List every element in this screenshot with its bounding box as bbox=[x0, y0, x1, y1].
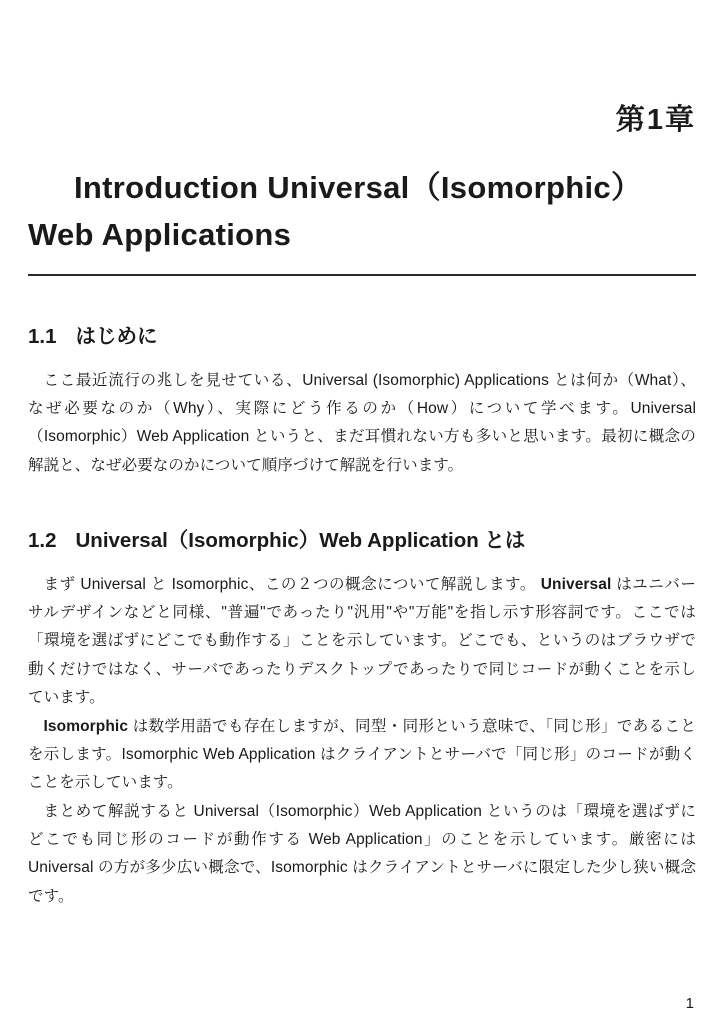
paragraph bbox=[28, 798, 696, 911]
section-title: Universal（Isomorphic）Web Application とは bbox=[75, 529, 526, 553]
section-title: はじめに bbox=[75, 325, 158, 348]
text-run: まず Universal と Isomorphic、この２つの概念について解説します。 bbox=[43, 575, 541, 593]
section-1-1 bbox=[28, 324, 696, 480]
paragraph bbox=[28, 713, 696, 798]
chapter-label: 第1章 bbox=[615, 104, 696, 136]
text-run: は数学用語でも存在しますが、同型・同形という意味で、「同じ形」であることを示します。Isomorphic Web Application はクライアントとサーバで「同じ形」のコードが動くことを示しています。 bbox=[28, 717, 696, 792]
text-run: まとめて解説すると Universal（Isomorphic）Web Application というのは「環境を選ばずにどこでも同じ形のコードが動作する Web Application」のことを示しています。厳密には Universal の方が多少広い概念で、Isomorphic はクライアントとサーバに限定した少し狭い概念です。 bbox=[28, 802, 696, 905]
section-number: 1.2 bbox=[28, 529, 57, 553]
paragraph bbox=[28, 571, 696, 713]
emphasized-term: Universal bbox=[540, 575, 612, 593]
text-run: はユニバーサルデザインなどと同様、"普遍"であったり"汎用"や"万能"を指し示す形容詞です。ここでは「環境を選ばずにどこでも動作する」ことを示しています。どこでも、というのはブラウザで動くだけではなく、サーバであったりデスクトップであったりで同じコードが動くことを示しています。 bbox=[28, 575, 696, 707]
section-heading bbox=[28, 324, 696, 351]
text-run: ここ最近流行の兆しを見せている、Universal (Isomorphic) Applications とは何か（What）、なぜ必要なのか（Why）、実際にどう作るのか（How）について学べます。Universal（Isomorphic）Web Application というと、まだ耳慣れない方も多いと思います。最初に概念の解説と、なぜ必要なのかについて順序づけて解説を行います。 bbox=[28, 371, 696, 474]
section-body bbox=[28, 367, 696, 480]
section-number: 1.1 bbox=[28, 325, 57, 348]
title-rule bbox=[28, 274, 696, 276]
paragraph bbox=[28, 367, 696, 480]
section-1-2 bbox=[28, 528, 696, 911]
page-number: 1 bbox=[685, 995, 694, 1012]
chapter-title: Introduction Universal（Isomorphic）Web Applications bbox=[28, 170, 643, 252]
emphasized-term: Isomorphic bbox=[43, 717, 129, 735]
section-body bbox=[28, 571, 696, 911]
section-heading bbox=[28, 528, 696, 555]
